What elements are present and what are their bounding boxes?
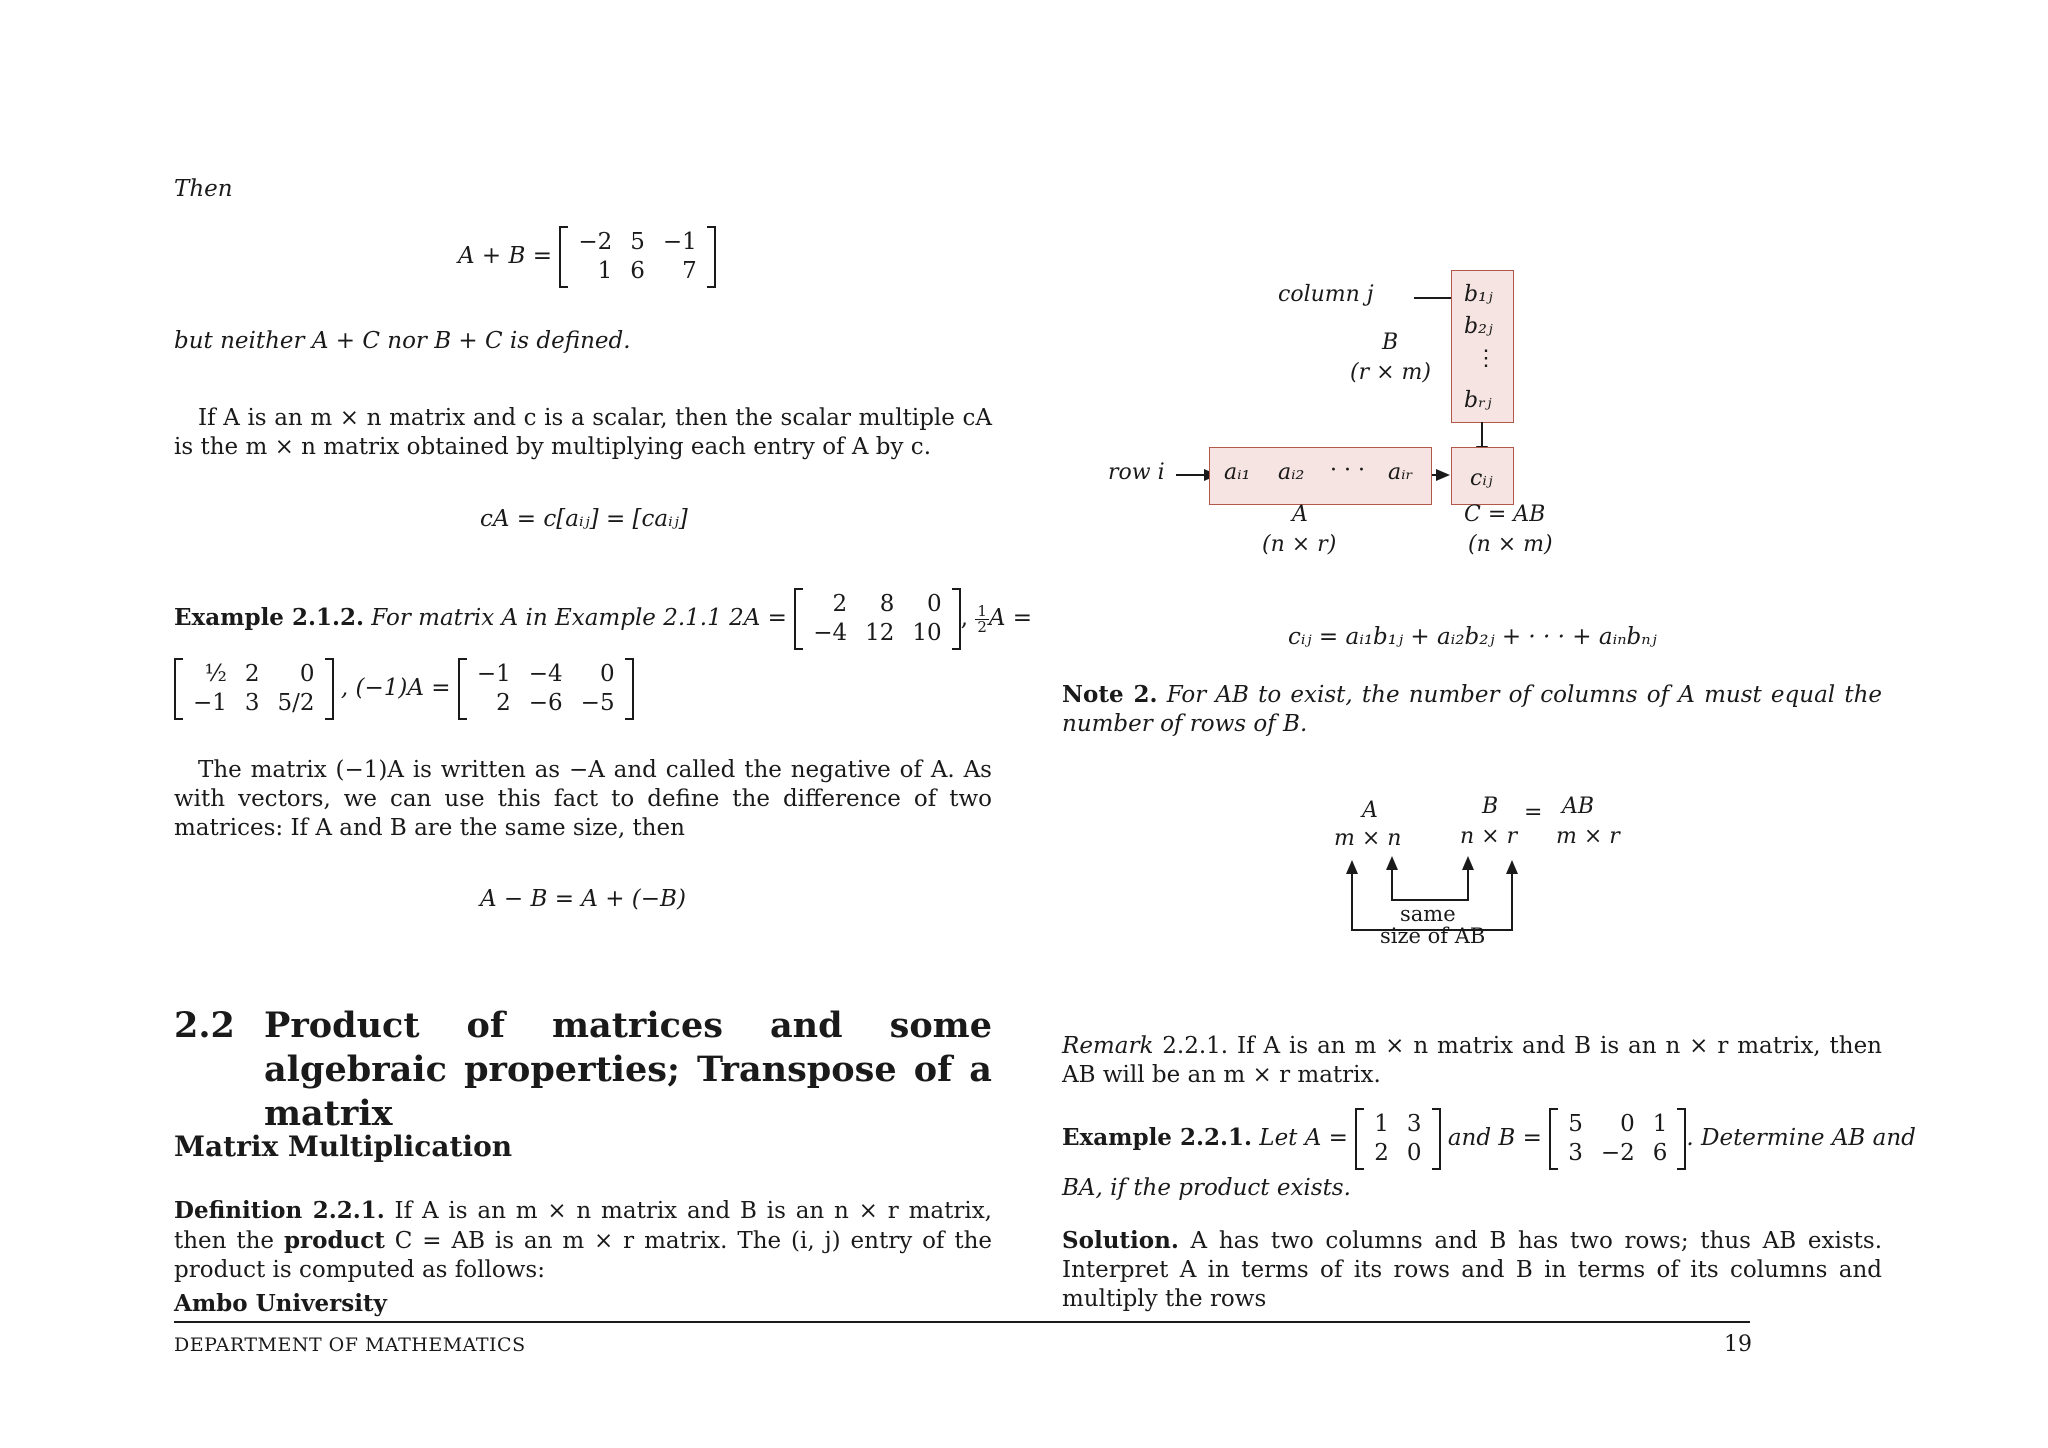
matrix-negA-row — [468, 660, 624, 689]
sum-matrix-row — [569, 228, 705, 257]
footer-rule — [174, 1321, 1750, 1323]
example-matrix-B-cell: 0 — [1620, 1111, 1635, 1137]
cij-entry: cᵢⱼ — [1470, 466, 1493, 491]
brj-entry: bᵣⱼ — [1464, 388, 1492, 413]
example-matrix-B-cell: −2 — [1600, 1140, 1635, 1166]
column-j-label: column j — [1278, 282, 1374, 307]
matrix-halfA-cell: 3 — [244, 690, 260, 716]
B-label: B — [1382, 330, 1399, 355]
same-label: same — [1400, 902, 1456, 926]
note-label: Note 2. — [1062, 681, 1158, 708]
example-matrix-A — [1355, 1108, 1440, 1170]
inner-left-arrow-head — [1386, 856, 1398, 870]
example-2-1-2: Example 2.1.2. For matrix A in Example 2.1.1 2A = 2 8 0 −4 12 10 , $\frac{1}{2}$ A = ½ 2 0 −1 3 5/2 , (−1)A = −1 −4 0 2 −6 −5 — [174, 588, 1004, 720]
example-matrix-B-cell: 6 — [1652, 1140, 1668, 1166]
example-matrix-A-cell: 2 — [1374, 1140, 1389, 1166]
matrix-negA-row — [468, 689, 624, 718]
A-label: A — [1292, 502, 1308, 527]
subsection-heading — [174, 1130, 512, 1163]
university-name: Ambo University — [174, 1290, 387, 1317]
matrix-halfA-cell: 0 — [299, 661, 315, 687]
C-label: C = AB — [1464, 502, 1546, 527]
matrix-2A-cell: −4 — [813, 620, 848, 646]
matrix-negA-cell: −4 — [528, 661, 563, 687]
size-B: B — [1482, 794, 1499, 819]
example-2-1-2-label: Example 2.1.2. — [174, 604, 364, 631]
example-matrix-B-cell: 3 — [1568, 1140, 1583, 1166]
matrix-2A — [794, 588, 960, 650]
ai2-entry: aᵢ₂ — [1278, 460, 1305, 485]
footer-department: DEPARTMENT OF MATHEMATICS — [174, 1334, 526, 1356]
scalar-equation: cA = c[aᵢⱼ] = [caᵢⱼ] — [480, 506, 688, 532]
note-2 — [1062, 680, 1882, 739]
size-equals: = — [1524, 800, 1543, 825]
example-2-2-1-label: Example 2.2.1. — [1062, 1124, 1252, 1151]
matrix-negA-cell: −6 — [528, 690, 563, 716]
section-number: 2.2 — [174, 1005, 235, 1046]
matrix-negA — [458, 658, 634, 720]
size-of-AB-label: size of AB — [1380, 924, 1486, 948]
matrix-2A-cell: 0 — [927, 591, 942, 617]
matrix-negA-cell: 0 — [599, 661, 615, 687]
example-and-B: and B = — [1447, 1125, 1542, 1151]
air-entry: aᵢᵣ — [1388, 460, 1414, 485]
neither-text: but neither A + C nor B + C is defined. — [174, 328, 631, 354]
ai1-entry: aᵢ₁ — [1224, 460, 1251, 485]
b2j-entry: b₂ⱼ — [1464, 314, 1493, 339]
difference-equation: A − B = A + (−B) — [480, 886, 686, 912]
matrix-2A-cell: 8 — [879, 591, 895, 617]
remark-label: Remark — [1062, 1033, 1154, 1059]
matrix-halfA — [174, 658, 334, 720]
outer-right-arrow-head — [1506, 860, 1518, 874]
sum-matrix — [559, 226, 715, 288]
solution — [1062, 1226, 1882, 1314]
example-matrix-A-cell: 1 — [1374, 1111, 1389, 1137]
matrix-2A-row — [804, 619, 950, 648]
row-arrow-line — [1176, 474, 1206, 476]
matrix-negA-cell: −5 — [580, 690, 615, 716]
solution-label: Solution. — [1062, 1227, 1179, 1254]
matrix-halfA-cell: −1 — [193, 690, 227, 716]
example-tail: . Determine AB and — [1686, 1125, 1916, 1151]
sum-matrix-cell: 5 — [630, 229, 645, 255]
definition-label: Definition 2.2.1. — [174, 1197, 385, 1224]
example-matrix-A-row — [1365, 1139, 1430, 1168]
size-AB-dim: m × r — [1556, 824, 1620, 849]
sum-matrix-cell: −1 — [662, 229, 697, 255]
example-matrix-A-row — [1365, 1110, 1430, 1139]
inner-bottom-line — [1391, 899, 1469, 901]
outer-left-line — [1351, 872, 1353, 930]
matrix-halfA-cell: 5/2 — [277, 690, 315, 716]
half-A-text: A = — [988, 605, 1033, 631]
inner-left-line — [1391, 866, 1393, 900]
note-text: For AB to exist, the number of columns of A must equal the number of rows of B. — [1062, 682, 1882, 737]
section-title: Product of matrices and some algebraic properties; Transpose of a matrix — [264, 1005, 992, 1134]
matrix-negA-cell: −1 — [476, 661, 511, 687]
definition-product: product — [283, 1227, 385, 1254]
example-tail-2: BA, if the product exists. — [1062, 1175, 1351, 1201]
matrix-2A-cell: 10 — [912, 620, 942, 646]
sum-matrix-cell: 6 — [630, 258, 645, 284]
column-arrow-line — [1414, 297, 1454, 299]
cij-formula: cᵢⱼ = aᵢ₁b₁ⱼ + aᵢ₂b₂ⱼ + · · · + aᵢₙbₙⱼ — [1288, 624, 1657, 650]
neg-A-lhs: , (−1)A = — [340, 675, 451, 701]
row-i-label: row i — [1108, 460, 1165, 485]
footer-page-number: 19 — [1724, 1332, 1752, 1357]
size-A: A — [1362, 798, 1378, 823]
example-2-1-2-text: For matrix A in Example 2.1.1 2A = — [371, 605, 787, 631]
example-matrix-A-cell: 3 — [1406, 1111, 1422, 1137]
section-heading — [174, 1004, 992, 1136]
size-A-dim: m × n — [1334, 826, 1402, 851]
vdots-entry: ⋮ — [1475, 346, 1497, 371]
size-AB: AB — [1562, 794, 1595, 819]
matrix-negA-cell: 2 — [496, 690, 511, 716]
scalar-paragraph: If A is an m × n matrix and c is a scalar, then the scalar multiple cA is the m × n matrix obtained by multiplying each entry of A by c. — [174, 405, 992, 460]
inner-right-arrow-head — [1462, 856, 1474, 870]
sum-matrix-cell: 1 — [597, 258, 613, 284]
C-size-label: (n × m) — [1468, 532, 1553, 557]
negative-paragraph: The matrix (−1)A is written as −A and called the negative of A. As with vectors, we can use this fact to define the difference of two matrices: If A and B are the same size, then — [174, 757, 992, 841]
definition-2-2-1 — [174, 1196, 992, 1285]
half-fraction: $\frac{1}{2}$ — [977, 601, 987, 636]
example-matrix-B-row — [1559, 1110, 1676, 1139]
sum-lhs: A + B = — [458, 243, 552, 269]
example-matrix-A-cell: 0 — [1406, 1140, 1422, 1166]
a-to-c-arrow-head — [1436, 469, 1450, 481]
matrix-2A-cell: 2 — [832, 591, 848, 617]
example-matrix-B — [1549, 1108, 1686, 1170]
example-matrix-B-cell: 1 — [1652, 1111, 1668, 1137]
matrix-halfA-row — [184, 660, 324, 689]
subsection-title: Matrix Multiplication — [174, 1130, 513, 1163]
example-let-A: Let A = — [1259, 1125, 1348, 1151]
size-B-dim: n × r — [1460, 824, 1518, 849]
outer-left-arrow-head — [1346, 860, 1358, 874]
matrix-halfA-cell: ½ — [204, 661, 227, 687]
B-size-label: (r × m) — [1350, 360, 1431, 385]
matrix-halfA-row — [184, 689, 324, 718]
remark-2-2-1 — [1062, 1032, 1882, 1090]
example-matrix-B-row — [1559, 1139, 1676, 1168]
remark-text: 2.2.1. If A is an m × n matrix and B is an n × r matrix, then AB will be an m × r matrix. — [1062, 1033, 1882, 1088]
cdots-entry: · · · — [1330, 458, 1365, 483]
example-2-2-1 — [1062, 1108, 1916, 1203]
solution-text: A has two columns and B has two rows; thus AB exists. Interpret A in terms of its rows and B in terms of its columns and multiply the rows — [1062, 1228, 1882, 1312]
definition-text-1: If A is an m × n matrix and B is an n × r matrix, then the — [174, 1198, 992, 1254]
outer-right-line — [1511, 872, 1513, 930]
inner-right-line — [1467, 866, 1469, 900]
sum-matrix-cell: −2 — [578, 229, 613, 255]
A-size-label: (n × r) — [1262, 532, 1337, 557]
b1j-entry: b₁ⱼ — [1464, 282, 1493, 307]
matrix-halfA-cell: 2 — [244, 661, 260, 687]
then-text: Then — [174, 176, 233, 202]
example-matrix-B-cell: 5 — [1568, 1111, 1583, 1137]
sum-equation — [458, 226, 716, 288]
matrix-2A-row — [804, 590, 950, 619]
sum-matrix-row — [569, 257, 705, 286]
matrix-2A-cell: 12 — [865, 620, 895, 646]
sum-matrix-cell: 7 — [682, 258, 697, 284]
definition-text-2: C = AB is an m × r matrix. The (i, j) entry of the product is computed as follows: — [174, 1228, 992, 1283]
